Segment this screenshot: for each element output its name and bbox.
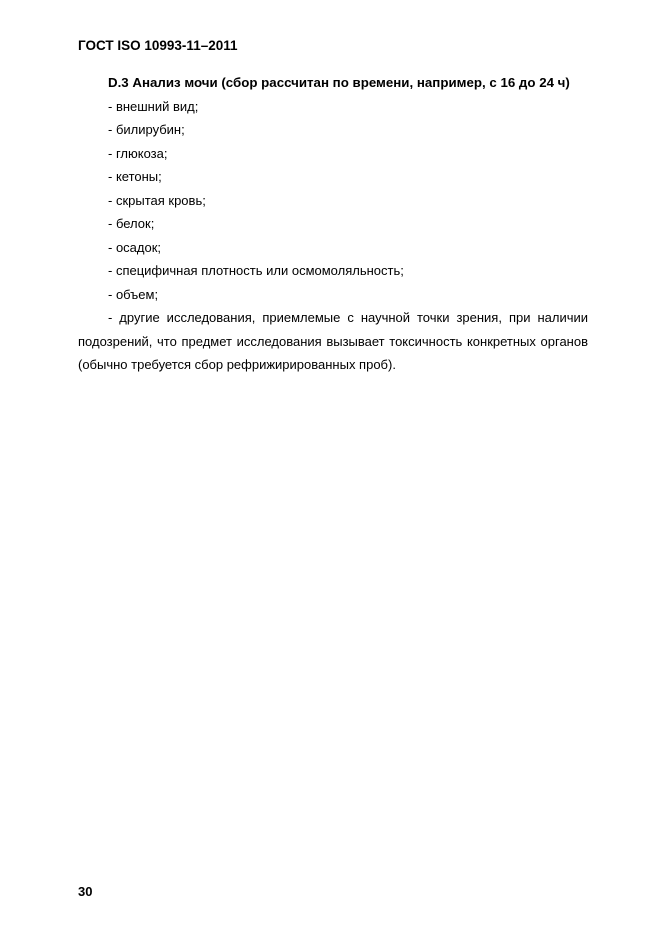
document-header: ГОСТ ISO 10993-11–2011 bbox=[78, 38, 238, 53]
list-item-line: (обычно требуется сбор рефрижирированных проб). bbox=[78, 357, 396, 372]
list-item: - внешний вид; bbox=[108, 98, 199, 114]
page-number: 30 bbox=[78, 884, 93, 899]
section-heading: D.3 Анализ мочи (сбор рассчитан по времени, например, с 16 до 24 ч) bbox=[108, 75, 570, 90]
list-item-line: подозрений, что предмет исследования вызывает токсичность конкретных органов bbox=[78, 333, 588, 349]
list-item-line: - другие исследования, приемлемые с научной точки зрения, при наличии bbox=[108, 310, 588, 325]
list-item: - объем; bbox=[108, 286, 159, 302]
list-item: - осадок; bbox=[108, 239, 162, 255]
list-item: - глюкоза; bbox=[108, 145, 168, 161]
list-item: - белок; bbox=[108, 216, 155, 231]
section-d3 bbox=[78, 71, 588, 377]
list-item: - кетоны; bbox=[108, 169, 162, 184]
list-item: - билирубин; bbox=[108, 122, 185, 137]
list-item: - скрытая кровь; bbox=[108, 192, 206, 208]
list-item: - специфичная плотность или осмомоляльность; bbox=[108, 263, 404, 278]
